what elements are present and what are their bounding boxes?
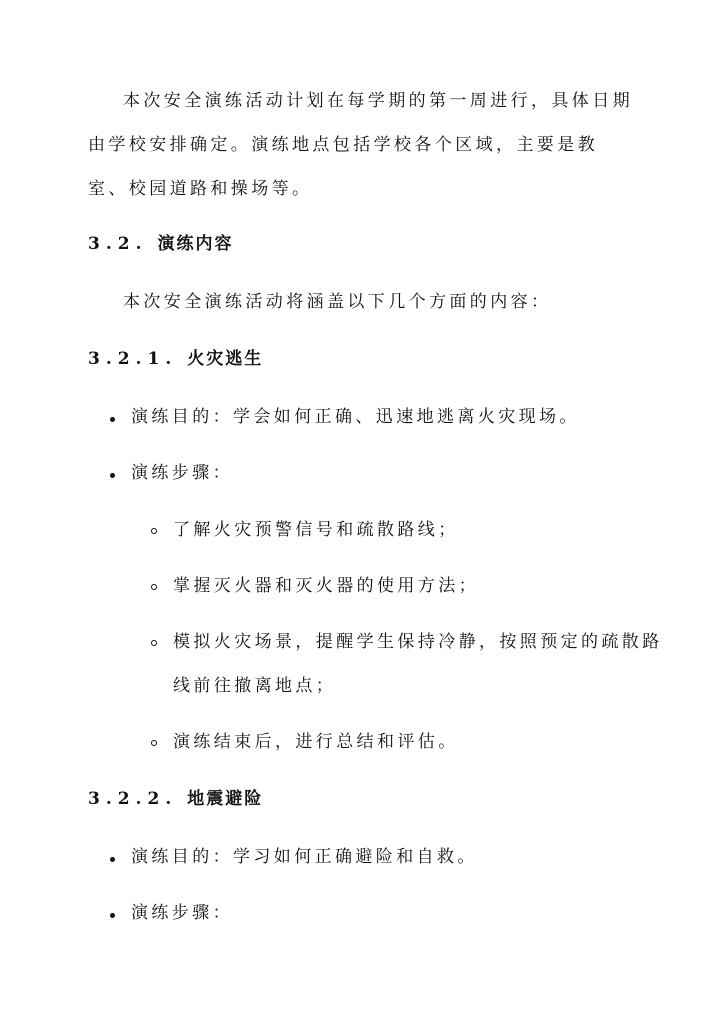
section-3-2-2-heading xyxy=(88,788,263,810)
circle-bullet xyxy=(151,584,157,590)
section-3-2-1-number: 3.2.1. xyxy=(88,349,178,369)
fire-steps-label: 演练步骤： xyxy=(131,463,233,483)
bullet-dot xyxy=(110,473,115,478)
quake-steps-label: 演练步骤： xyxy=(131,903,233,923)
circle-bullet xyxy=(151,528,157,534)
fire-step-item: 模拟火灾场景，提醒学生保持冷静，按照预定的疏散路 xyxy=(173,632,663,652)
bullet-dot xyxy=(110,417,115,422)
fire-step-item: 掌握灭火器和灭火器的使用方法； xyxy=(173,576,479,596)
section-3-2-title: 演练内容 xyxy=(157,234,234,254)
section-3-2-number: 3.2. xyxy=(88,234,148,254)
section-3-2-heading xyxy=(88,233,234,255)
fire-step-item-continuation: 线前往撤离地点； xyxy=(173,676,337,696)
section-3-2-2-title: 地震避险 xyxy=(187,789,264,809)
bullet-dot xyxy=(110,913,115,918)
fire-purpose-item: 演练目的：学会如何正确、迅速地逃离火灾现场。 xyxy=(131,407,580,427)
section-3-2-intro: 本次安全演练活动将涵盖以下几个方面的内容： xyxy=(123,292,552,312)
section-3-2-1-heading xyxy=(88,348,263,370)
fire-step-item: 演练结束后，进行总结和评估。 xyxy=(173,732,459,752)
circle-bullet xyxy=(151,640,157,646)
section-3-2-2-number: 3.2.2. xyxy=(88,789,178,809)
bullet-dot xyxy=(110,857,115,862)
section-3-2-1-title: 火灾逃生 xyxy=(187,349,264,369)
intro-paragraph: 本次安全演练活动计划在每学期的第一周进行，具体日期由学校安排确定。演练地点包括学校各个区域，主要是教室、校园道路和操场等。 xyxy=(88,91,633,199)
fire-step-item: 了解火灾预警信号和疏散路线； xyxy=(173,520,459,540)
circle-bullet xyxy=(151,740,157,746)
quake-purpose-item: 演练目的：学习如何正确避险和自救。 xyxy=(131,847,478,867)
